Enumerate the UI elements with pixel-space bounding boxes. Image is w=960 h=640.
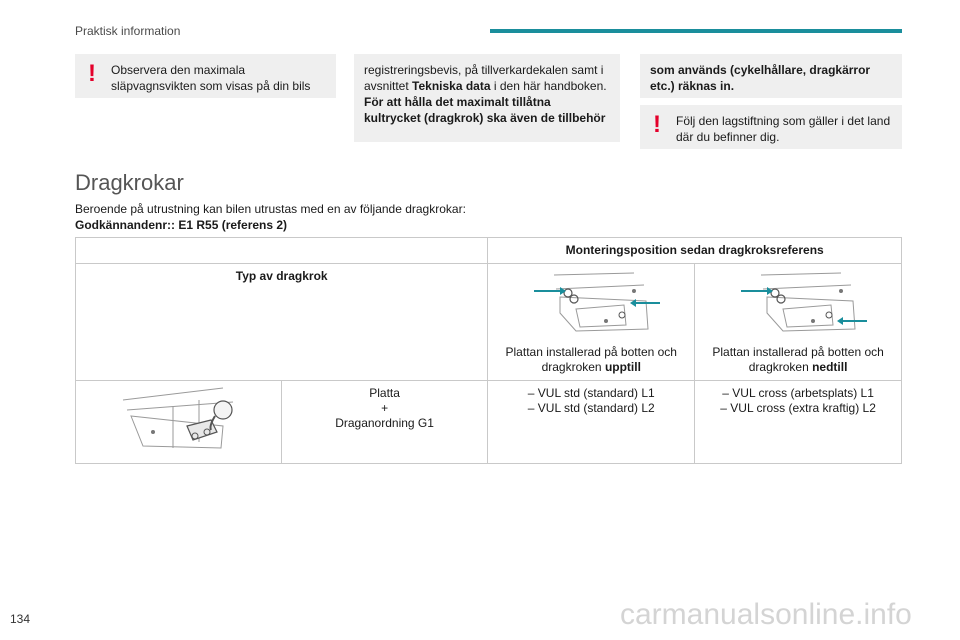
list-item: – VUL cross (arbetsplats) L1 <box>722 386 874 400</box>
list-item: – VUL std (standard) L2 <box>527 401 655 415</box>
watermark: carmanualsonline.info <box>620 598 912 631</box>
section-intro <box>75 201 466 233</box>
page-number: 134 <box>10 612 31 626</box>
towbar-plate-down-illustration <box>723 269 873 341</box>
table-cell-down-models <box>695 381 902 464</box>
info-bold-ball-load: För att hålla det maximalt tillåtna kultrycket (dragkrok) ska även de tillbehör <box>364 95 606 125</box>
caption-pos-down <box>701 345 895 375</box>
table-cell-towbar-type <box>281 381 488 464</box>
warning-box-legislation <box>640 105 902 149</box>
running-header: Praktisk information <box>75 24 181 38</box>
list-item: – VUL cross (extra kraftig) L2 <box>720 401 876 415</box>
warning-text: Observera den maximala släpvagnsvikten som visas på din bils <box>111 63 311 93</box>
caption-pos-up <box>494 345 688 375</box>
caption-bold-up: upptill <box>604 360 641 374</box>
table-empty-header <box>76 238 488 264</box>
table-header-mounting: Monteringsposition sedan dragkroksreferens <box>488 238 902 264</box>
towbar-table <box>75 237 902 464</box>
info-box-accessories <box>640 54 902 98</box>
warning-icon: ! <box>653 111 661 138</box>
info-text-1: registreringsbevis, på tillverkardekalen samt i avsnittet <box>364 63 604 93</box>
intro-text: Beroende på utrustning kan bilen utrustas med en av följande dragkrokar: <box>75 202 466 216</box>
info-box-continued <box>354 54 620 142</box>
table-cell-up-models <box>488 381 695 464</box>
section-title: Dragkrokar <box>75 170 184 195</box>
towbar-g1-illustration <box>103 386 253 452</box>
approval-number: Godkännandenr:: E1 R55 (referens 2) <box>75 218 288 232</box>
caption-text: Plattan installerad på botten och dragkroken <box>712 345 884 374</box>
warning-icon: ! <box>88 60 96 87</box>
accessories-text: som används (cykelhållare, dragkärror etc.) räknas in. <box>650 63 871 93</box>
header-accent-bar <box>490 29 902 33</box>
info-text-2: i den här handboken. <box>490 79 607 93</box>
table-cell-pos-up <box>488 264 695 381</box>
table-cell-towbar-image <box>76 381 282 464</box>
warning-text: Följ den lagstiftning som gäller i det land där du befinner dig. <box>676 114 891 144</box>
type-line-g1: Draganordning G1 <box>335 416 434 430</box>
towbar-plate-up-illustration <box>516 269 666 341</box>
warning-box-towing-weight <box>75 54 336 98</box>
caption-bold-down: nedtill <box>812 360 848 374</box>
info-bold-tech-data: Tekniska data <box>412 79 491 93</box>
type-line-plate: Platta <box>369 386 400 400</box>
caption-text: Plattan installerad på botten och dragkroken <box>505 345 677 374</box>
table-cell-pos-down <box>695 264 902 381</box>
type-line-plus: + <box>381 401 389 415</box>
table-col-type: Typ av dragkrok <box>76 264 488 381</box>
list-item: – VUL std (standard) L1 <box>527 386 655 400</box>
